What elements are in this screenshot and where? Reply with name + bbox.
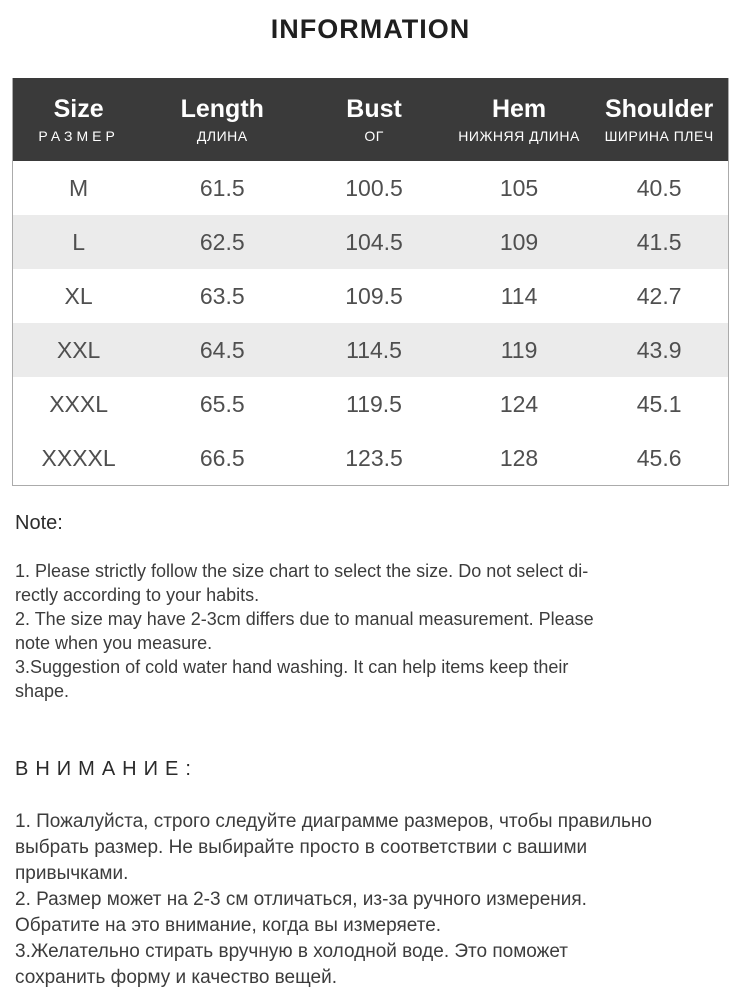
column-header-length-ru: ДЛИНА [196,128,248,145]
note-line: 2. The size may have 2-3cm differs due to manual measurement. Please [15,609,594,629]
column-header-size [13,78,145,161]
attention-line: Обратите на это внимание, когда вы измеряете. [15,915,442,936]
bust-cell: 109.5 [345,282,403,309]
length-cell: 64.5 [199,336,245,363]
column-header-hem [448,78,590,161]
note-line: 3.Suggestion of cold water hand washing. It can help items keep their [15,657,569,677]
attention-line: 2. Размер может на 2-3 см отличаться, из-за ручного измерения. [15,889,587,910]
length-cell: 63.5 [199,282,245,309]
bust-cell: 123.5 [345,444,403,471]
note-section [15,510,727,703]
length-cell: 61.5 [199,174,245,201]
note-line: shape. [15,681,70,701]
bust-cell: 114.5 [346,336,402,363]
table-row-l [13,215,729,269]
column-header-size-ru: РАЗМЕР [38,128,119,145]
column-header-bust-ru: ОГ [364,128,384,145]
table-row-xxxl [13,377,729,431]
attention-line: сохранить форму и качество вещей. [15,967,337,988]
attention-line: 1. Пожалуйста, строго следуйте диаграмме размеров, чтобы правильно [15,811,652,832]
hem-cell: 124 [499,390,539,417]
shoulder-cell: 42.7 [636,282,682,309]
hem-cell: 128 [499,444,539,471]
column-header-shoulder-en: Shoulder [604,94,714,123]
size-cell: L [72,228,86,255]
hem-cell: 114 [500,282,538,309]
column-header-shoulder-ru: ШИРИНА ПЛЕЧ [604,128,714,145]
table-row-xxl [13,323,729,377]
shoulder-cell: 41.5 [636,228,682,255]
attention-line: 3.Желательно стирать вручную в холодной воде. Это поможет [15,941,569,962]
bust-cell: 104.5 [345,228,403,255]
length-cell: 62.5 [199,228,245,255]
column-header-hem-ru: НИЖНЯЯ ДЛИНА [458,128,580,145]
size-cell: XXXL [49,390,109,417]
bust-cell: 100.5 [345,174,403,201]
column-header-length-en: Length [180,94,264,123]
length-cell: 66.5 [199,444,245,471]
note-line: rectly according to your habits. [15,585,260,605]
hem-cell: 105 [499,174,539,201]
size-cell: XXXXL [41,444,116,471]
shoulder-cell: 45.1 [636,390,682,417]
note-heading: Note: [15,512,63,534]
table-row-m [13,161,729,215]
note-line: 1. Please strictly follow the size chart to select the size. Do not select di- [15,561,589,581]
table-row-xxxxl [13,431,729,486]
note-line: note when you measure. [15,633,213,653]
column-header-size-en: Size [53,94,104,123]
column-header-hem-en: Hem [491,94,547,123]
attention-heading: ВНИМАНИЕ: [15,758,198,780]
hem-cell: 119 [500,336,538,363]
table-header-row [13,78,729,161]
column-header-length [144,78,300,161]
table-row-xl [13,269,729,323]
attention-section [15,756,727,988]
size-chart-table [12,78,729,486]
column-header-bust-en: Bust [346,94,402,123]
bust-cell: 119.5 [346,390,402,417]
column-header-bust [300,78,447,161]
shoulder-cell: 45.6 [636,444,682,471]
length-cell: 65.5 [199,390,245,417]
note-paragraph [15,559,727,703]
attention-line: привычками. [15,863,129,884]
shoulder-cell: 43.9 [636,336,682,363]
page-title: INFORMATION [270,14,471,44]
size-cell: M [69,174,89,201]
column-header-shoulder [590,78,728,161]
hem-cell: 109 [499,228,539,255]
attention-line: выбрать размер. Не выбирайте просто в соответствии с вашими [15,837,588,858]
attention-paragraph [15,809,727,988]
size-cell: XXL [56,336,101,363]
shoulder-cell: 40.5 [636,174,682,201]
size-cell: XL [64,282,93,309]
